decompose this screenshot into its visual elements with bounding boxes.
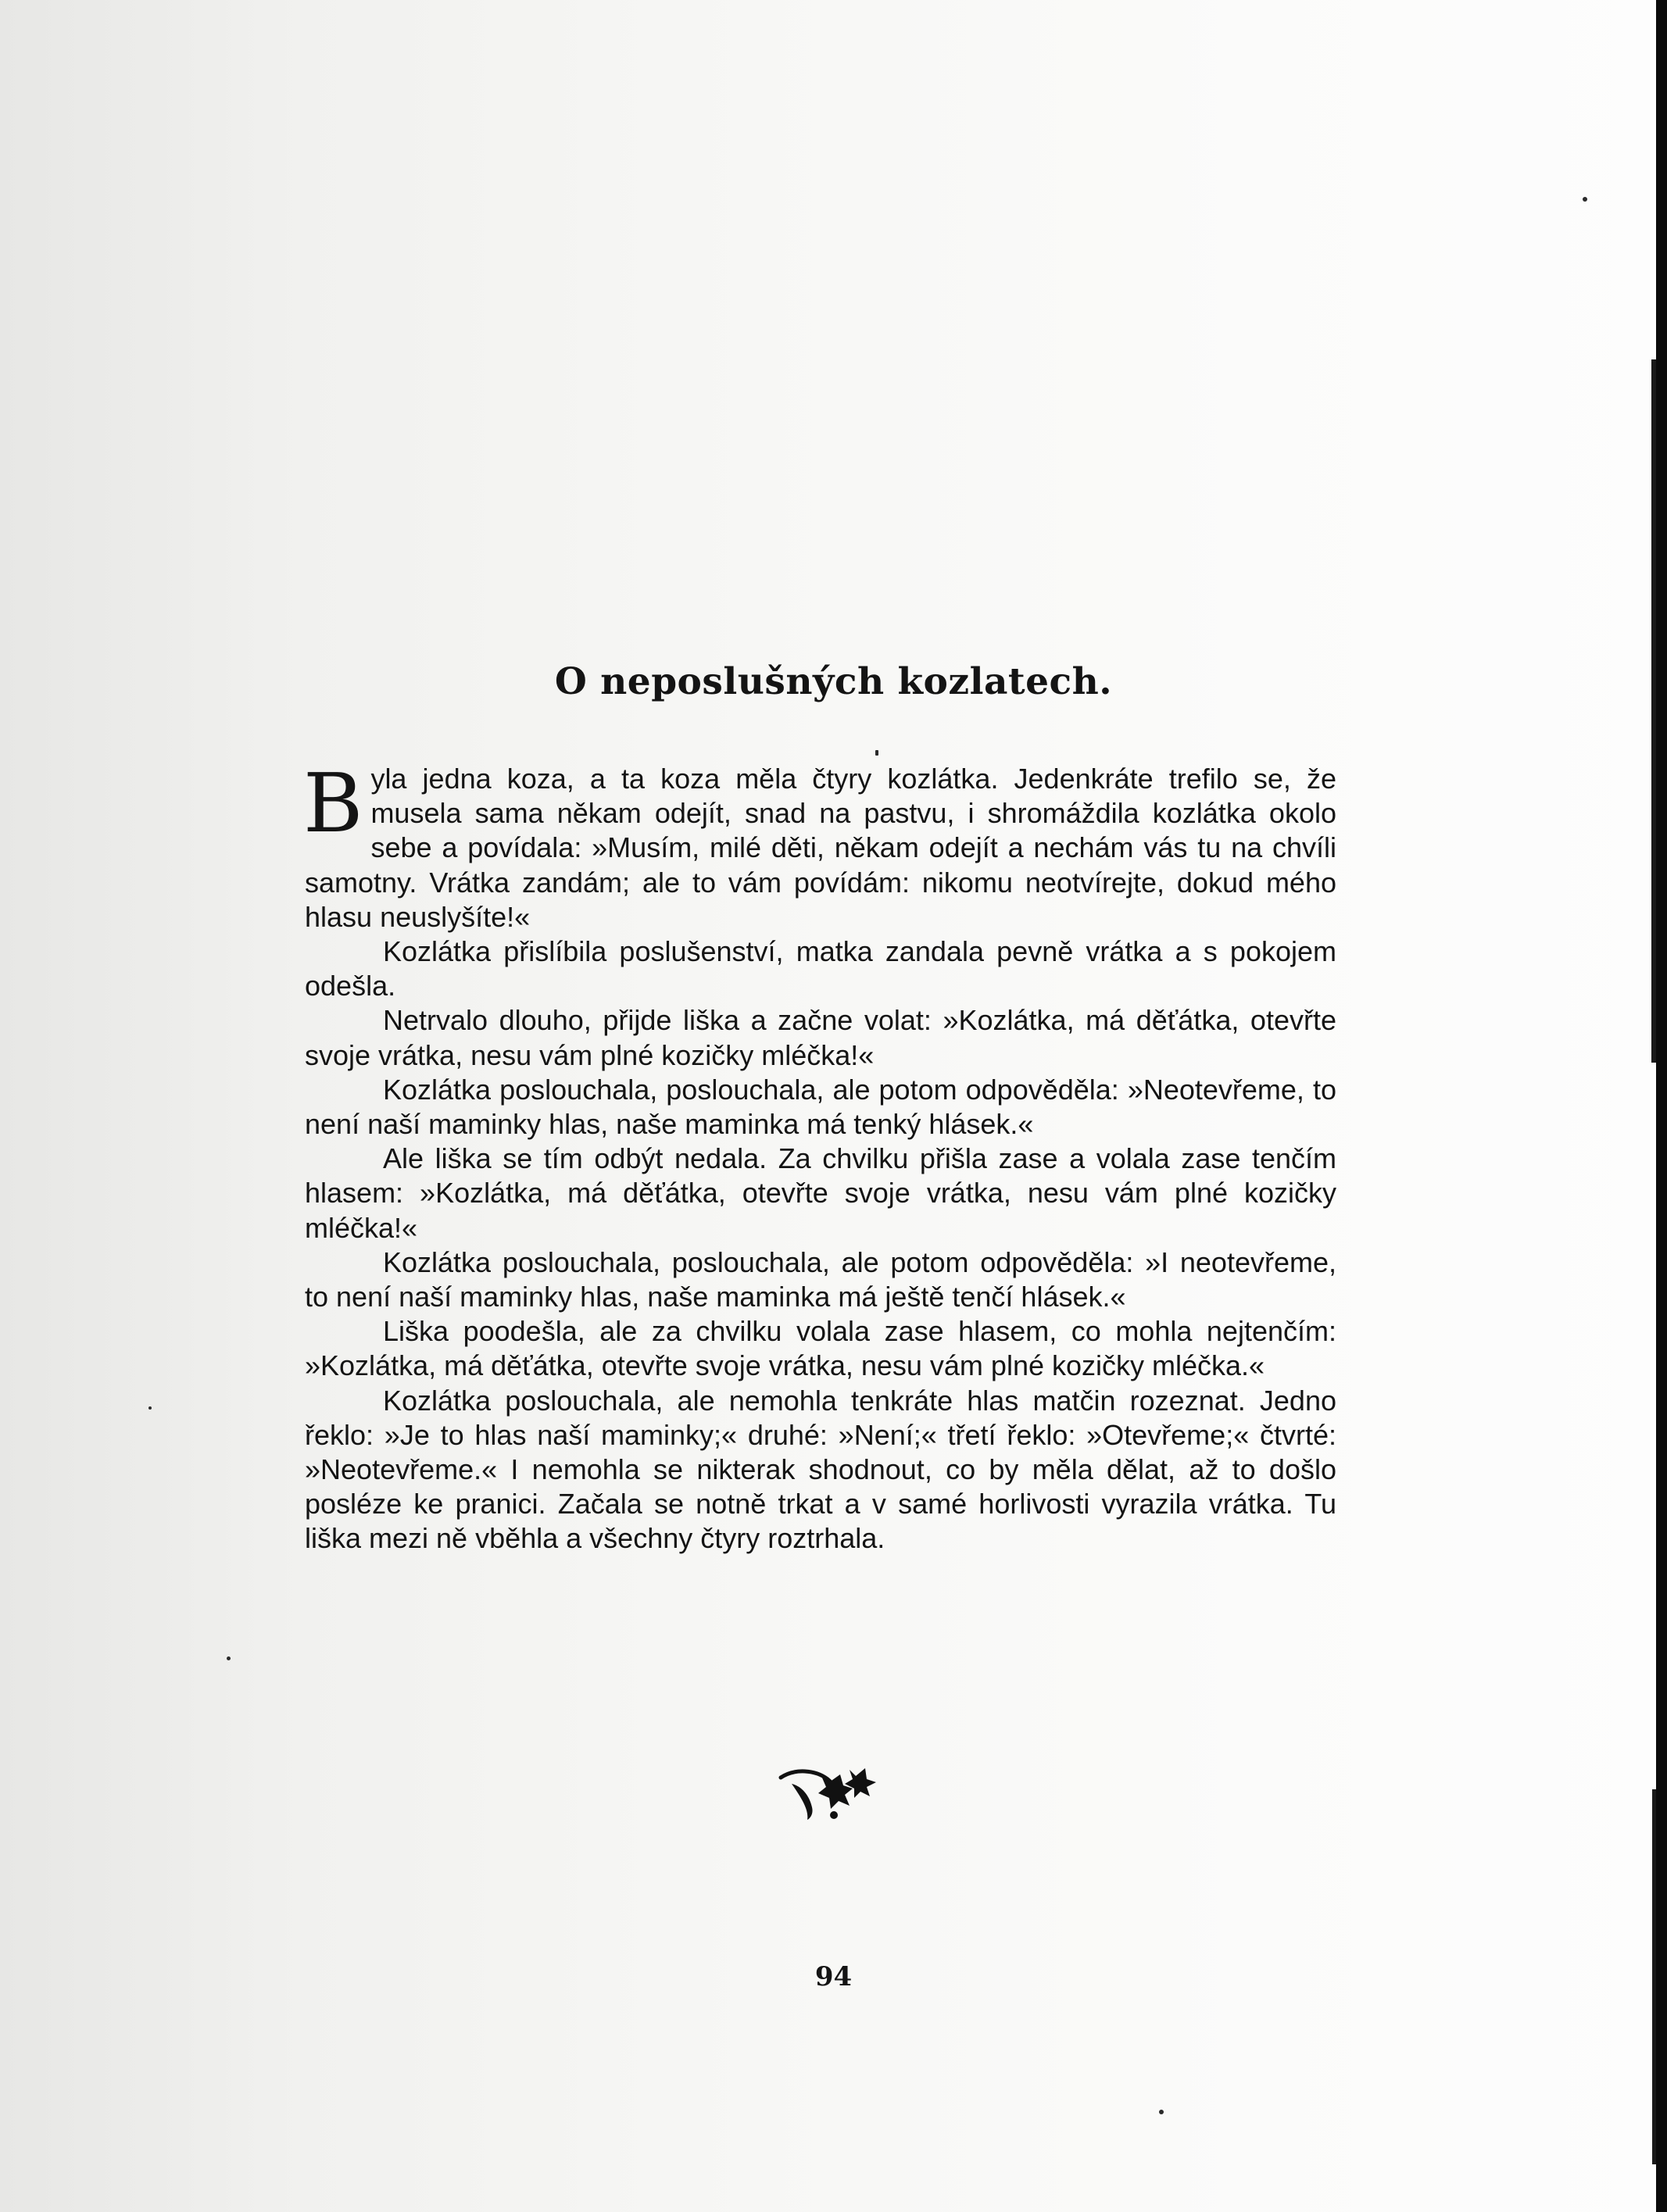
- paragraph: Kozlátka poslouchala, poslouchala, ale potom odpověděla: »Neotevřeme, to není naší maminky hlas, naše maminka má tenký hlásek.«: [305, 1073, 1336, 1141]
- drop-cap: B: [303, 756, 363, 851]
- chapter-title: O neposlušných kozlatech.: [554, 660, 1113, 703]
- paragraph: Kozlátka poslouchala, ale nemohla tenkráte hlas matčin rozeznat. Jedno řeklo: »Je to hlas naší maminky;« druhé: »Není;« třetí řeklo: »Otevřeme;« čtvrté: »Neotevřeme.« I nemohla se nikterak shodnout, co by měla dělat, až to došlo posléze ke pranici. Začala se notně trkat a v samé horlivosti vyrazila vrátka. Tu liška mezi ně vběhla a všechny čtyry roztrhala.: [305, 1384, 1336, 1555]
- edge-mark: [1651, 359, 1656, 1063]
- paragraph-text: yla jedna koza, a ta koza měla čtyry kozlátka. Jedenkráte trefilo se, že musela sama někam odejít, snad na pastvu, i shromáždila kozlátka okolo sebe a povídala: »Musím, milé děti, někam odejít a nechám vás tu na chvíli samotny. Vrátka zandám; ale to vám povídám: nikomu neotvírejte, dokud mého hlasu neuslyšíte!«: [305, 763, 1336, 933]
- dust-speck: [1583, 197, 1587, 202]
- paragraph: Ale liška se tím odbýt nedala. Za chvilku přišla zase a volala zase tenčím hlasem: »Kozlátka, má děťátka, otevřte svoje vrátka, nesu vám plné kozičky mléčka!«: [305, 1142, 1336, 1244]
- paragraph: Kozlátka přislíbila poslušenství, matka zandala pevně vrátka a s pokojem odešla.: [305, 935, 1336, 1002]
- story-text: [303, 756, 1336, 1556]
- page-number: 94: [814, 1961, 853, 1992]
- paragraph: Kozlátka poslouchala, poslouchala, ale potom odpověděla: »I neotevřeme, to není naší maminky hlas, naše maminka má ještě tenčí hlásek.«: [305, 1245, 1336, 1313]
- dust-speck: [1159, 2110, 1164, 2114]
- paragraph: Liška poodešla, ale za chvilku volala zase hlasem, co mohla nejtenčím: »Kozlátka, má děťátka, otevřte svoje vrátka, nesu vám plné kozičky mléčka.«: [305, 1315, 1336, 1382]
- page-right-edge: [1656, 0, 1667, 2212]
- leaf-vine-ornament-icon: [778, 1762, 879, 1824]
- dust-speck: [148, 1406, 152, 1410]
- dust-speck: [227, 1656, 231, 1660]
- dust-speck: [875, 750, 878, 756]
- paragraph: [303, 756, 1336, 934]
- paragraph: Netrvalo dlouho, přijde liška a začne volat: »Kozlátka, má děťátka, otevřte svoje vrátka, nesu vám plné kozičky mléčka!«: [305, 1004, 1336, 1071]
